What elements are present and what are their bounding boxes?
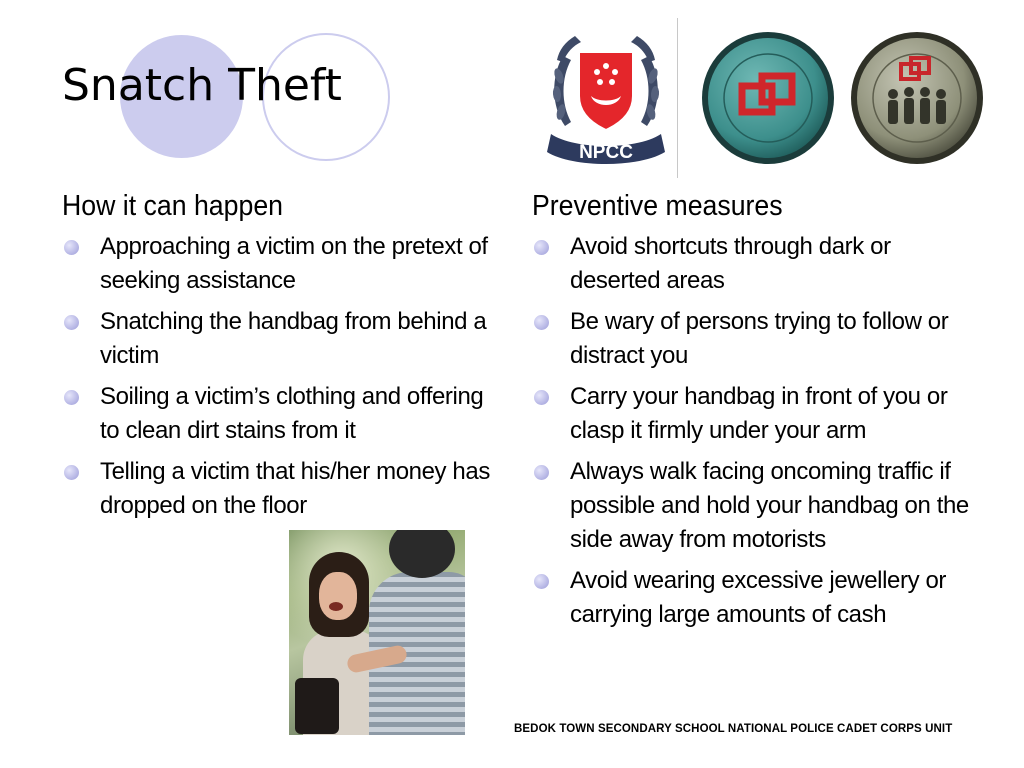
crime-prevention-badge-icon (700, 30, 836, 166)
list-item (62, 230, 502, 298)
list-item (62, 380, 502, 448)
npcc-banner-text: NPCC (579, 142, 633, 163)
right-column-heading: Preventive measures (532, 190, 783, 222)
logo-divider (677, 18, 678, 178)
preventive-measures-section (532, 188, 982, 639)
list-item-text: Telling a victim that his/her money has dropped on the floor (100, 458, 490, 519)
list-item-text: Snatching the handbag from behind a victim (100, 308, 487, 369)
list-item-text: Approaching a victim on the pretext of seeking assistance (100, 233, 488, 294)
slide-title: Snatch Theft (62, 60, 342, 111)
footer-unit-name: BEDOK TOWN SECONDARY SCHOOL NATIONAL POLICE CADET CORPS UNIT (514, 723, 953, 735)
list-item-text: Avoid shortcuts through dark or deserted areas (570, 233, 891, 294)
neighbourhood-watch-badge-icon (849, 30, 985, 166)
bullet-icon (534, 315, 549, 330)
snatch-theft-photo (289, 530, 465, 735)
bullet-icon (64, 465, 79, 480)
how-it-can-happen-section (62, 188, 502, 530)
bullet-icon (534, 574, 549, 589)
preventive-measures-list (532, 230, 982, 632)
list-item-text: Soiling a victim’s clothing and offering to clean dirt stains from it (100, 383, 484, 444)
left-column-heading: How it can happen (62, 190, 284, 222)
list-item (532, 564, 982, 632)
bullet-icon (534, 465, 549, 480)
bullet-icon (64, 315, 79, 330)
npcc-crest-logo (545, 26, 667, 168)
bullet-icon (534, 390, 549, 405)
bullet-icon (534, 240, 549, 255)
list-item (62, 305, 502, 373)
list-item-text: Be wary of persons trying to follow or distract you (570, 308, 949, 369)
how-it-can-happen-list (62, 230, 502, 523)
list-item (532, 380, 982, 448)
list-item (532, 230, 982, 298)
list-item-text: Avoid wearing excessive jewellery or carrying large amounts of cash (570, 567, 946, 628)
list-item (62, 455, 502, 523)
bullet-icon (64, 240, 79, 255)
list-item (532, 305, 982, 373)
list-item-text: Carry your handbag in front of you or clasp it firmly under your arm (570, 383, 948, 444)
list-item-text: Always walk facing oncoming traffic if possible and hold your handbag on the side away from motorists (570, 458, 969, 553)
list-item (532, 455, 982, 557)
bullet-icon (64, 390, 79, 405)
